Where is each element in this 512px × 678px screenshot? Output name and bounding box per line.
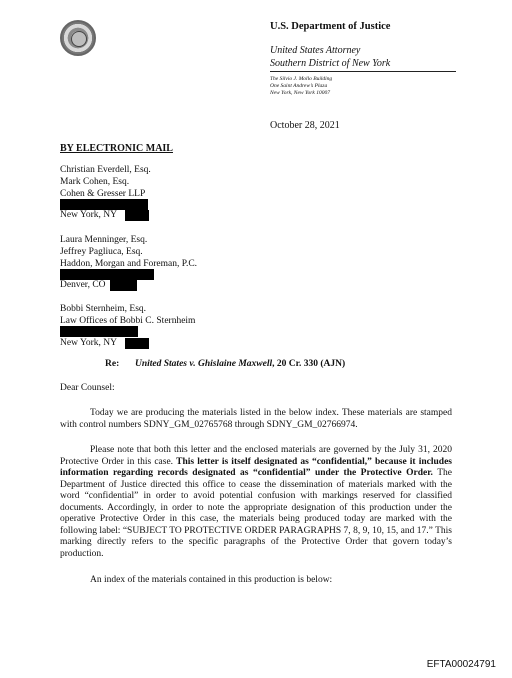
body-paragraph-2 [60,445,452,560]
department-name: U.S. Department of Justice [270,21,391,32]
redaction-box [60,199,148,210]
redaction-box [125,338,149,349]
recipient-firm: Cohen & Gresser LLP [60,189,146,199]
address-line-3: New York, New York 10007 [270,90,330,96]
recipient-firm: Law Offices of Bobbi C. Sternheim [60,316,196,326]
address-line-1: The Silvio J. Mollo Building [270,76,333,82]
recipient-name: Bobbi Sternheim, Esq. [60,304,147,314]
re-subject [135,359,345,369]
confidential-notice: This letter is itself designated as “confidential,” because it includes information regarding records designated as “confidential” under the Protective Order. [60,456,452,478]
recipient-city: New York, NY [60,210,118,220]
redaction-box [125,210,149,221]
doj-seal [60,20,96,56]
address-line-2: One Saint Andrew’s Plaza [270,83,328,89]
recipient-firm: Haddon, Morgan and Foreman, P.C. [60,259,198,269]
paragraph-2-body: The Department of Justice directed this office to cease the dissemination of materials marked with the word “confidential” in order to avoid potential confusion with markings reserved for classified documents. Accordingly, in order to note the appropriate designation of this production under the operative Protective Order in this case, the materials being produced today are marked with the following label: “SUBJECT TO PROTECTIVE ORDER PARAGRAPHS 7, 8, 9, 10, 15, and 17.” This marking directly refers to the specific paragraphs of the Protective Order that govern today’s production. [60,468,452,559]
bates-number: EFTA00024791 [426,659,496,670]
redaction-box [60,326,138,337]
re-label: Re: [105,359,120,369]
office-title: United States Attorney [270,45,361,56]
recipient-name: Laura Menninger, Esq. [60,235,148,245]
letterhead-divider [270,71,456,72]
recipient-name: Jeffrey Pagliuca, Esq. [60,247,143,257]
recipient-name: Christian Everdell, Esq. [60,165,151,175]
recipient-city: New York, NY [60,338,118,348]
redaction-box [110,280,137,291]
paragraph-2-intro: Please note that both this letter and the enclosed materials are governed by the July 31, 2020 Protective Order in this case. [60,445,452,467]
office-district: Southern District of New York [270,58,391,69]
case-number: , 20 Cr. 330 (AJN) [272,359,346,369]
case-name: United States v. Ghislaine Maxwell [135,359,273,369]
redaction-box [60,269,154,280]
salutation: Dear Counsel: [60,383,115,393]
body-paragraph-1: Today we are producing the materials listed in the below index. These materials are stamped with control numbers SDNY_GM_02765768 through SDNY_GM_02766974. [60,408,452,430]
recipient-city: Denver, CO [60,280,106,290]
recipient-name: Mark Cohen, Esq. [60,177,130,187]
letter-date: October 28, 2021 [270,120,340,131]
body-paragraph-3: An index of the materials contained in this production is below: [90,575,333,585]
delivery-method: BY ELECTRONIC MAIL [60,143,173,154]
